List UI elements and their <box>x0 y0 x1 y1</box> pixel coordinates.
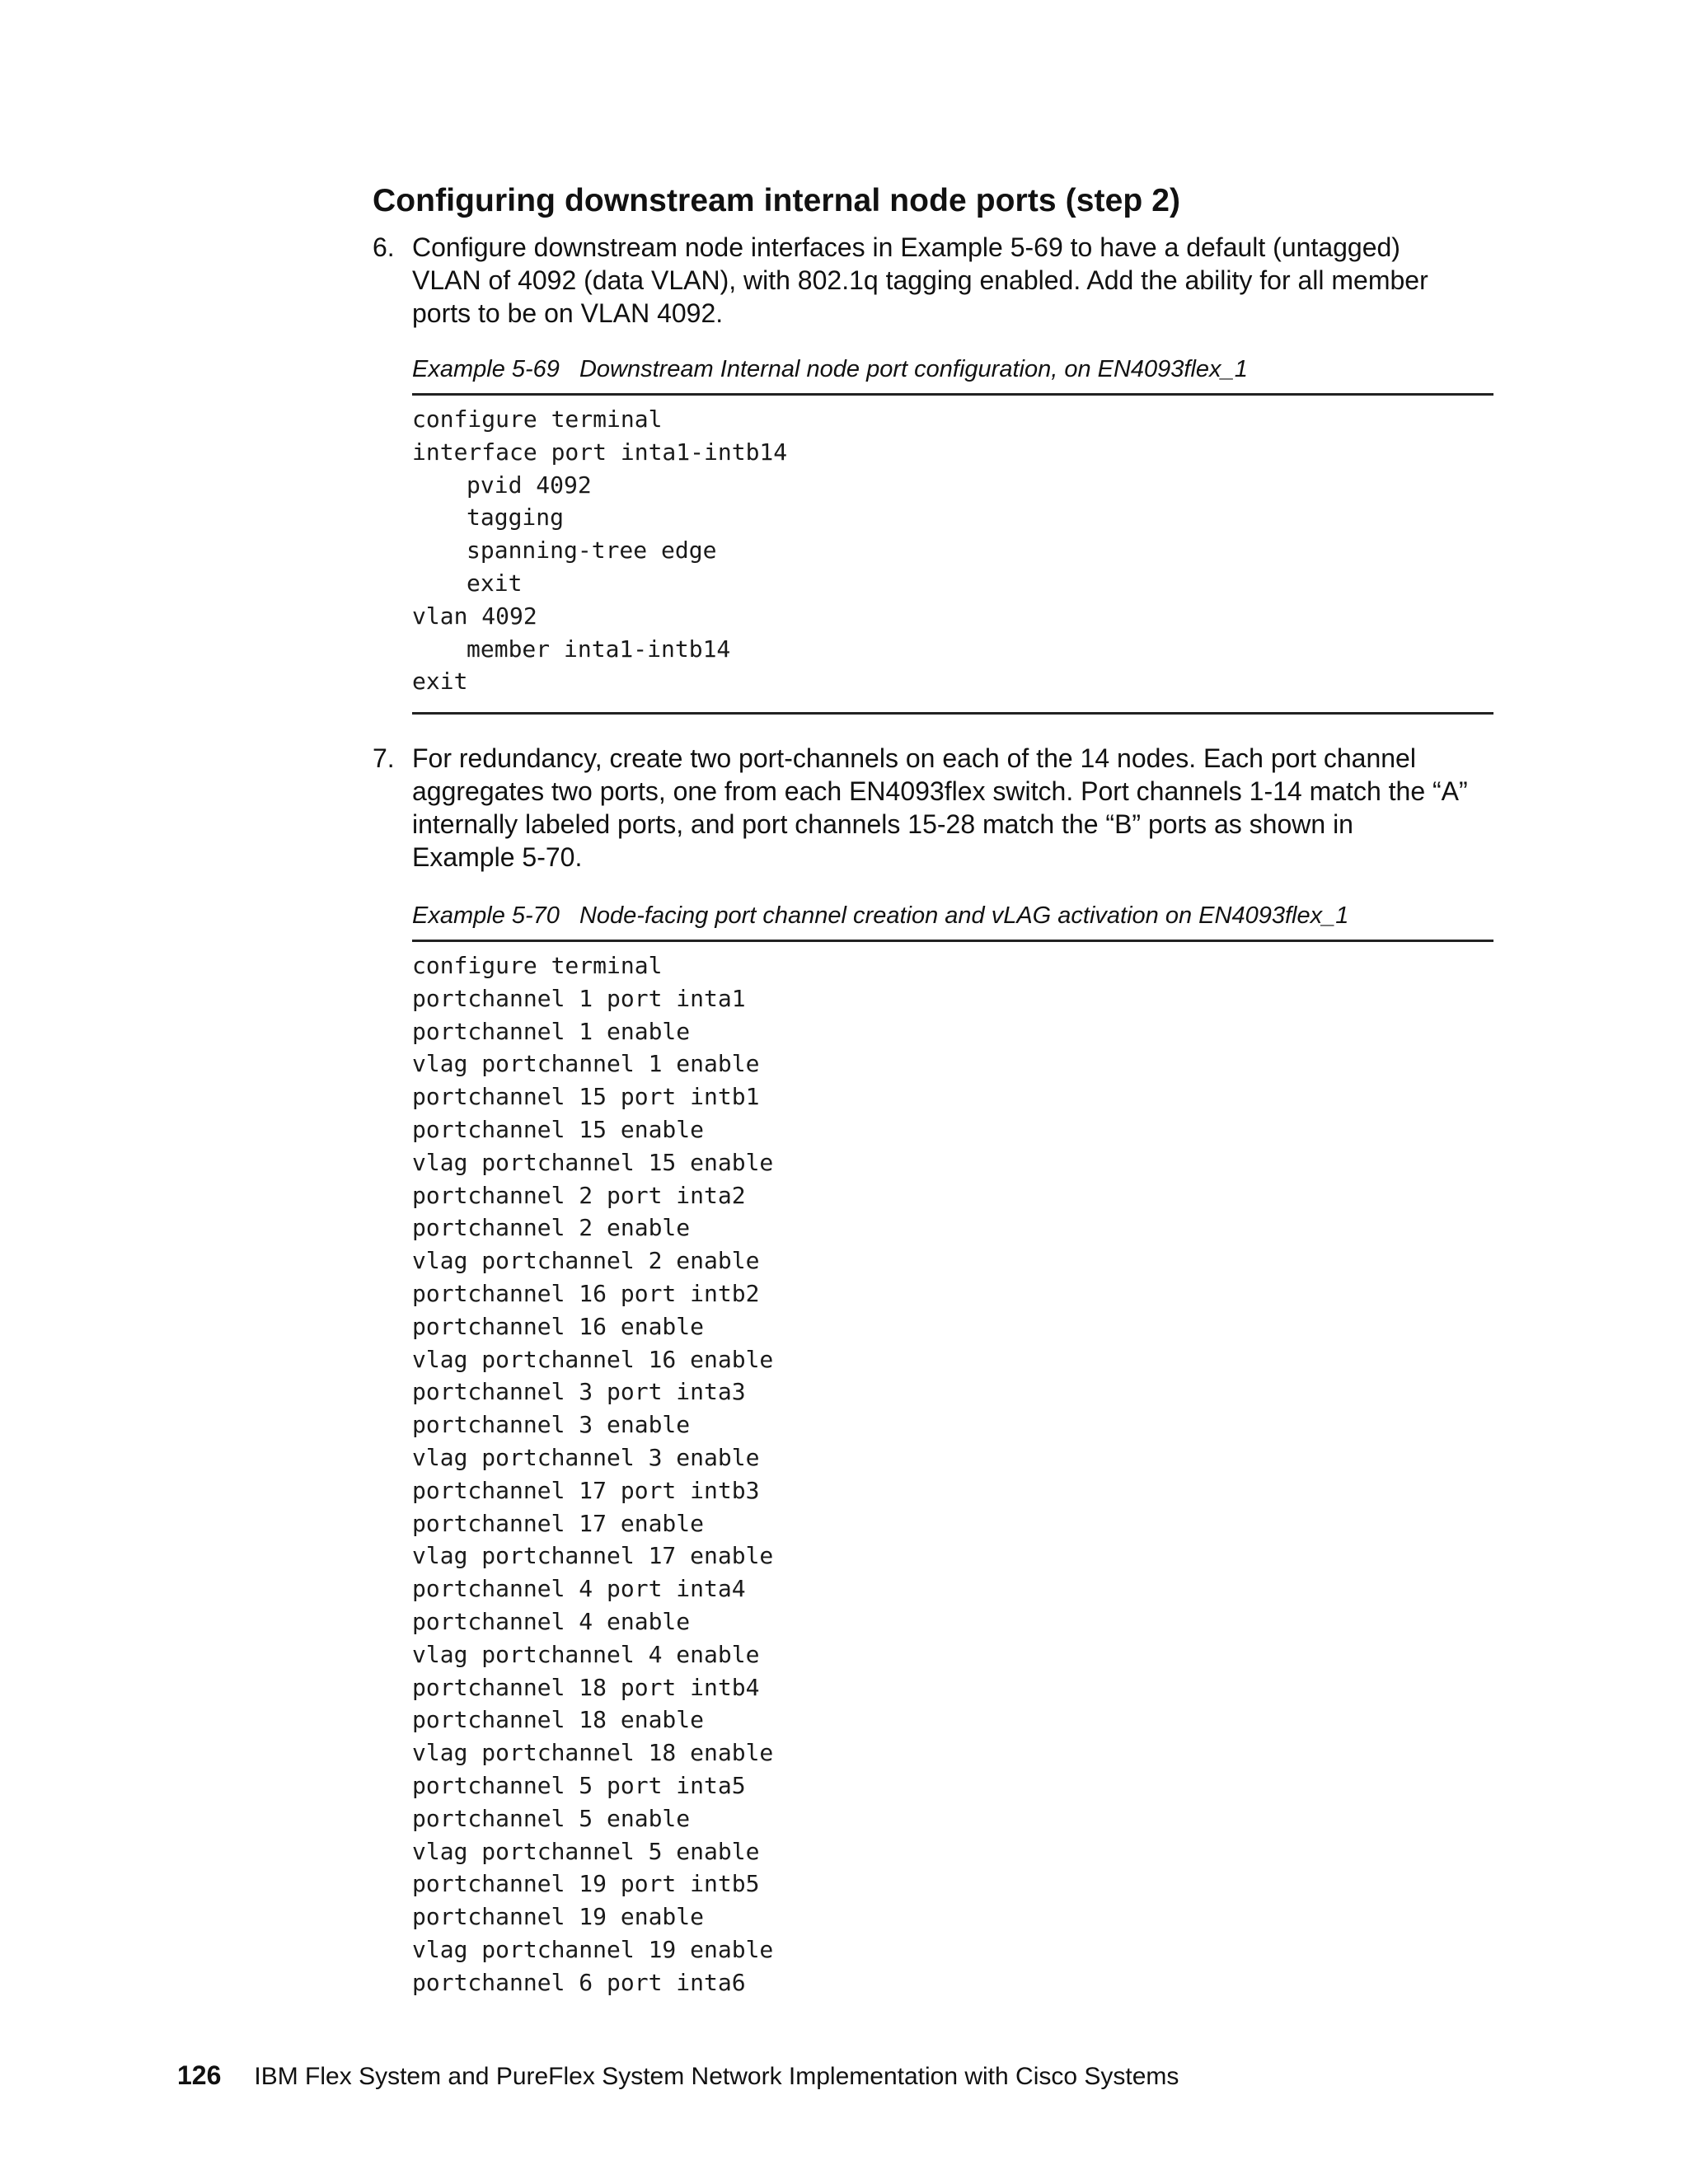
step-text-line: aggregates two ports, one from each EN4093flex switch. Port channels 1-14 match the “A” <box>412 776 1468 806</box>
example-title: Downstream Internal node port configuration, on EN4093flex_1 <box>579 356 1248 382</box>
step-text-line: Configure downstream node interfaces in Example 5-69 to have a default (untagged) <box>412 232 1400 262</box>
code-line: portchannel 19 enable <box>412 1903 705 1931</box>
code-line: portchannel 19 port intb5 <box>412 1870 760 1898</box>
step-number: 6. <box>373 232 395 262</box>
code-line: portchannel 1 enable <box>412 1017 691 1045</box>
page-number: 126 <box>177 2060 222 2090</box>
code-line: interface port inta1-intb14 <box>412 438 788 466</box>
code-line: member inta1-intb14 <box>467 635 731 663</box>
code-line: portchannel 16 enable <box>412 1312 705 1340</box>
code-line: portchannel 18 port intb4 <box>412 1673 760 1701</box>
example-label: Example 5-69 <box>412 356 560 382</box>
example-top-rule <box>412 393 1493 396</box>
step-text-line: ports to be on VLAN 4092. <box>412 298 724 328</box>
code-line: portchannel 3 port inta3 <box>412 1378 746 1406</box>
code-line: portchannel 2 port inta2 <box>412 1181 746 1209</box>
code-line: configure terminal <box>412 952 663 979</box>
code-line: vlan 4092 <box>412 602 537 630</box>
step-text <box>412 742 1484 874</box>
step-text-line: Example 5-70. <box>412 842 583 872</box>
code-line: portchannel 2 enable <box>412 1214 691 1242</box>
code-line: configure terminal <box>412 405 663 433</box>
book-title: IBM Flex System and PureFlex System Network Implementation with Cisco Systems <box>254 2063 1179 2090</box>
code-line: portchannel 17 port intb3 <box>412 1476 760 1504</box>
code-line: pvid 4092 <box>467 471 592 499</box>
code-block <box>412 403 1493 698</box>
example-label: Example 5-70 <box>412 902 560 929</box>
step-text-line: internally labeled ports, and port channels 15-28 match the “B” ports as shown in <box>412 809 1353 839</box>
example-caption <box>412 356 1493 383</box>
code-block <box>412 949 1493 1999</box>
example-bottom-rule <box>412 712 1493 715</box>
step-text-line: VLAN of 4092 (data VLAN), with 802.1q tagging enabled. Add the ability for all member <box>412 265 1428 295</box>
example-title: Node-facing port channel creation and vLAG activation on EN4093flex_1 <box>579 902 1349 929</box>
code-line: portchannel 18 enable <box>412 1706 705 1734</box>
example-caption <box>412 902 1493 930</box>
step-6 <box>373 231 1493 330</box>
code-line: portchannel 1 port inta1 <box>412 984 746 1012</box>
code-line: vlag portchannel 19 enable <box>412 1935 774 1963</box>
code-line: vlag portchannel 17 enable <box>412 1542 774 1570</box>
code-line: vlag portchannel 1 enable <box>412 1050 760 1078</box>
code-line: portchannel 15 port intb1 <box>412 1083 760 1111</box>
code-line: vlag portchannel 4 enable <box>412 1640 760 1668</box>
code-line: portchannel 4 port inta4 <box>412 1575 746 1603</box>
code-line: vlag portchannel 16 enable <box>412 1345 774 1373</box>
step-7 <box>373 742 1493 874</box>
code-line: vlag portchannel 3 enable <box>412 1443 760 1471</box>
page-footer <box>177 2060 1179 2091</box>
section-heading: Configuring downstream internal node ports (step 2) <box>373 183 1181 218</box>
code-line: exit <box>412 668 468 696</box>
step-text <box>412 231 1484 330</box>
code-line: portchannel 15 enable <box>412 1115 705 1143</box>
code-line: portchannel 5 enable <box>412 1804 691 1832</box>
step-text-line: For redundancy, create two port-channels on each of the 14 nodes. Each port channel <box>412 743 1416 773</box>
code-line: portchannel 17 enable <box>412 1509 705 1537</box>
code-line: vlag portchannel 15 enable <box>412 1148 774 1176</box>
code-line: portchannel 5 port inta5 <box>412 1771 746 1799</box>
code-line: vlag portchannel 2 enable <box>412 1247 760 1275</box>
code-line: portchannel 4 enable <box>412 1607 691 1635</box>
code-line: portchannel 16 port intb2 <box>412 1279 760 1307</box>
code-line: portchannel 6 port inta6 <box>412 1968 746 1996</box>
step-number: 7. <box>373 743 395 773</box>
code-line: exit <box>467 569 523 597</box>
code-line: portchannel 3 enable <box>412 1411 691 1439</box>
code-line: vlag portchannel 18 enable <box>412 1739 774 1767</box>
code-line: vlag portchannel 5 enable <box>412 1837 760 1865</box>
code-line: spanning-tree edge <box>467 537 717 565</box>
code-line: tagging <box>467 504 565 532</box>
example-top-rule <box>412 940 1493 942</box>
